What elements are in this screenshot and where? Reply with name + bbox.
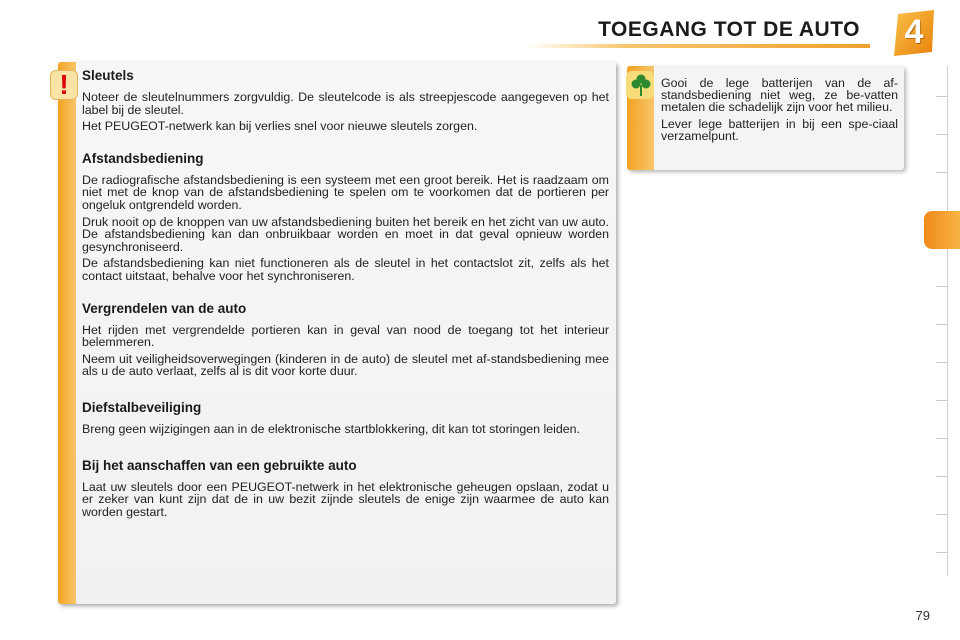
tab-marker[interactable] — [936, 514, 948, 515]
section-paragraph: Laat uw sleutels door een PEUGEOT-netwerk in het elektronische geheugen opslaan, zodat u er zeker van kunt zijn dat de in uw bezit zijnde sleutels de enige zijn waarmee de auto kan worden gestart. — [82, 479, 609, 519]
warning-content — [82, 64, 609, 522]
tab-marker[interactable] — [936, 172, 948, 173]
chapter-number: 4 — [904, 13, 924, 51]
section-paragraph: De afstandsbediening kan niet functioneren als de sleutel in het contactslot zit, zelfs als het contact uitstaat, behalve voor het synchroniseren. — [82, 256, 609, 283]
section-paragraph: Breng geen wijzigingen aan in de elektronische startblokkering, dit kan tot storingen leiden. — [82, 421, 580, 436]
tab-marker[interactable] — [936, 552, 948, 553]
page-title: TOEGANG TOT DE AUTO — [598, 18, 860, 41]
eco-paragraph: Gooi de lege batterijen van de af-standsbediening niet weg, ze be-vatten metalen die schadelijk zijn voor het milieu. — [661, 76, 898, 115]
tab-marker[interactable] — [936, 324, 948, 325]
chapter-tabs — [928, 66, 960, 576]
section-heading-remote: Afstandsbediening — [82, 150, 204, 166]
tab-marker[interactable] — [936, 362, 948, 363]
section-paragraph: Neem uit veiligheidsoverwegingen (kinderen in de auto) de sleutel met af-standsbediening mee als u de auto verlaat, zelfs al is dit voor korte duur. — [82, 351, 609, 379]
eco-paragraph: Lever lege batterijen in bij een spe-ciaal verzamelpunt. — [661, 116, 898, 143]
tab-marker[interactable] — [936, 400, 948, 401]
tab-marker[interactable] — [936, 96, 948, 97]
tab-marker[interactable] — [936, 438, 948, 439]
section-paragraph: Het PEUGEOT-netwerk kan bij verlies snel voor nieuwe sleutels zorgen. — [82, 119, 478, 134]
section-paragraph: Druk nooit op de knoppen van uw afstandsbediening buiten het bereik en het zicht van uw auto. De afstandsbediening kan dan onbruikbaar worden en moet in dat geval opnieuw worden gesynchroniseerd. — [82, 214, 609, 254]
panel-accent-stripe — [58, 62, 76, 604]
tab-marker[interactable] — [936, 286, 948, 287]
tab-marker[interactable] — [936, 476, 948, 477]
section-paragraph: Het rijden met vergrendelde portieren kan in geval van nood de toegang tot het interieur belemmeren. — [82, 322, 609, 350]
section-paragraph: De radiografische afstandsbediening is een systeem met een groot bereik. Het is raadzaam om niet met de knop van de afstandsbediening te spelen om te voorkomen dat de portieren per ongeluk ontgrendeld worden. — [82, 172, 609, 212]
section-heading-antitheft: Diefstalbeveiliging — [82, 399, 202, 415]
section-paragraph: Noteer de sleutelnummers zorgvuldig. De sleutelcode is als streepjescode aangegeven op het label bij de sleutel. — [82, 90, 609, 117]
tab-rail — [927, 66, 948, 576]
warning-icon: ! — [59, 69, 69, 100]
clover-icon — [631, 73, 651, 97]
section-heading-keys: Sleutels — [82, 68, 134, 83]
tab-marker[interactable] — [936, 134, 948, 135]
environment-content — [661, 77, 898, 146]
tab-active-chapter[interactable] — [924, 211, 960, 249]
page-number: 79 — [915, 608, 930, 623]
section-heading-used-car: Bij het aanschaffen van een gebruikte auto — [82, 457, 357, 473]
section-heading-locking: Vergrendelen van de auto — [82, 300, 247, 316]
header-rule — [525, 44, 870, 48]
